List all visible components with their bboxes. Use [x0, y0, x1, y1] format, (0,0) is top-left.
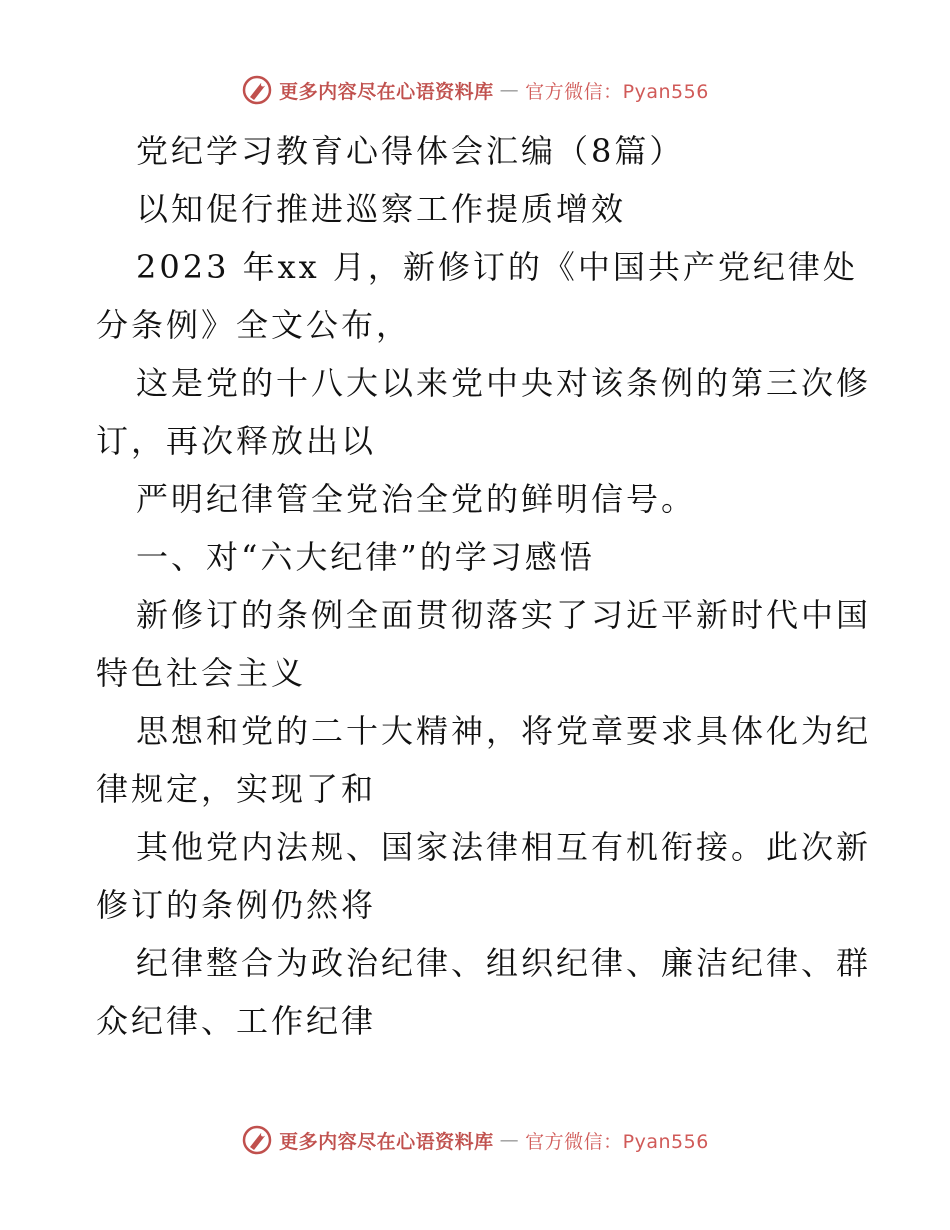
paragraph-line: 纪律整合为政治纪律、组织纪律、廉洁纪律、群: [136, 944, 872, 982]
pen-seal-icon: [241, 74, 273, 106]
article-title: 以知促行推进巡察工作提质增效: [136, 190, 627, 228]
paragraph-line: 其他党内法规、国家法律相互有机衔接。此次新: [136, 828, 872, 866]
watermark-contact-text: 官方微信：Pyan556: [525, 80, 709, 103]
footer-watermark: [0, 1124, 950, 1156]
document-title: 党纪学习教育心得体会汇编（8篇）: [136, 132, 685, 170]
paragraph-line: 2023 年xx 月，新修订的《中国共产党纪律处: [136, 248, 858, 286]
paragraph-line: 律规定，实现了和: [96, 770, 377, 808]
pen-seal-icon: [241, 1124, 273, 1156]
header-watermark: [0, 74, 950, 106]
watermark-contact-text: 官方微信：Pyan556: [525, 1130, 709, 1153]
watermark-main-text: 更多内容尽在心语资料库: [279, 1130, 494, 1153]
document-body: [96, 122, 872, 1050]
paragraph-line: 特色社会主义: [96, 654, 307, 692]
paragraph-line: 订，再次释放出以: [96, 422, 377, 460]
paragraph-line: 思想和党的二十大精神，将党章要求具体化为纪: [136, 712, 872, 750]
section-heading: 一、对“六大纪律”的学习感悟: [136, 538, 595, 576]
paragraph-line: 分条例》全文公布，: [96, 306, 412, 344]
paragraph-line: 这是党的十八大以来党中央对该条例的第三次修: [136, 364, 872, 402]
paragraph-line: 严明纪律管全党治全党的鲜明信号。: [136, 480, 697, 518]
paragraph-line: 修订的条例仍然将: [96, 886, 377, 924]
paragraph-line: 新修订的条例全面贯彻落实了习近平新时代中国: [136, 596, 872, 634]
paragraph-line: 众纪律、工作纪律: [96, 1002, 377, 1040]
watermark-separator: —: [499, 79, 520, 101]
watermark-main-text: 更多内容尽在心语资料库: [279, 80, 494, 103]
watermark-separator: —: [499, 1129, 520, 1151]
